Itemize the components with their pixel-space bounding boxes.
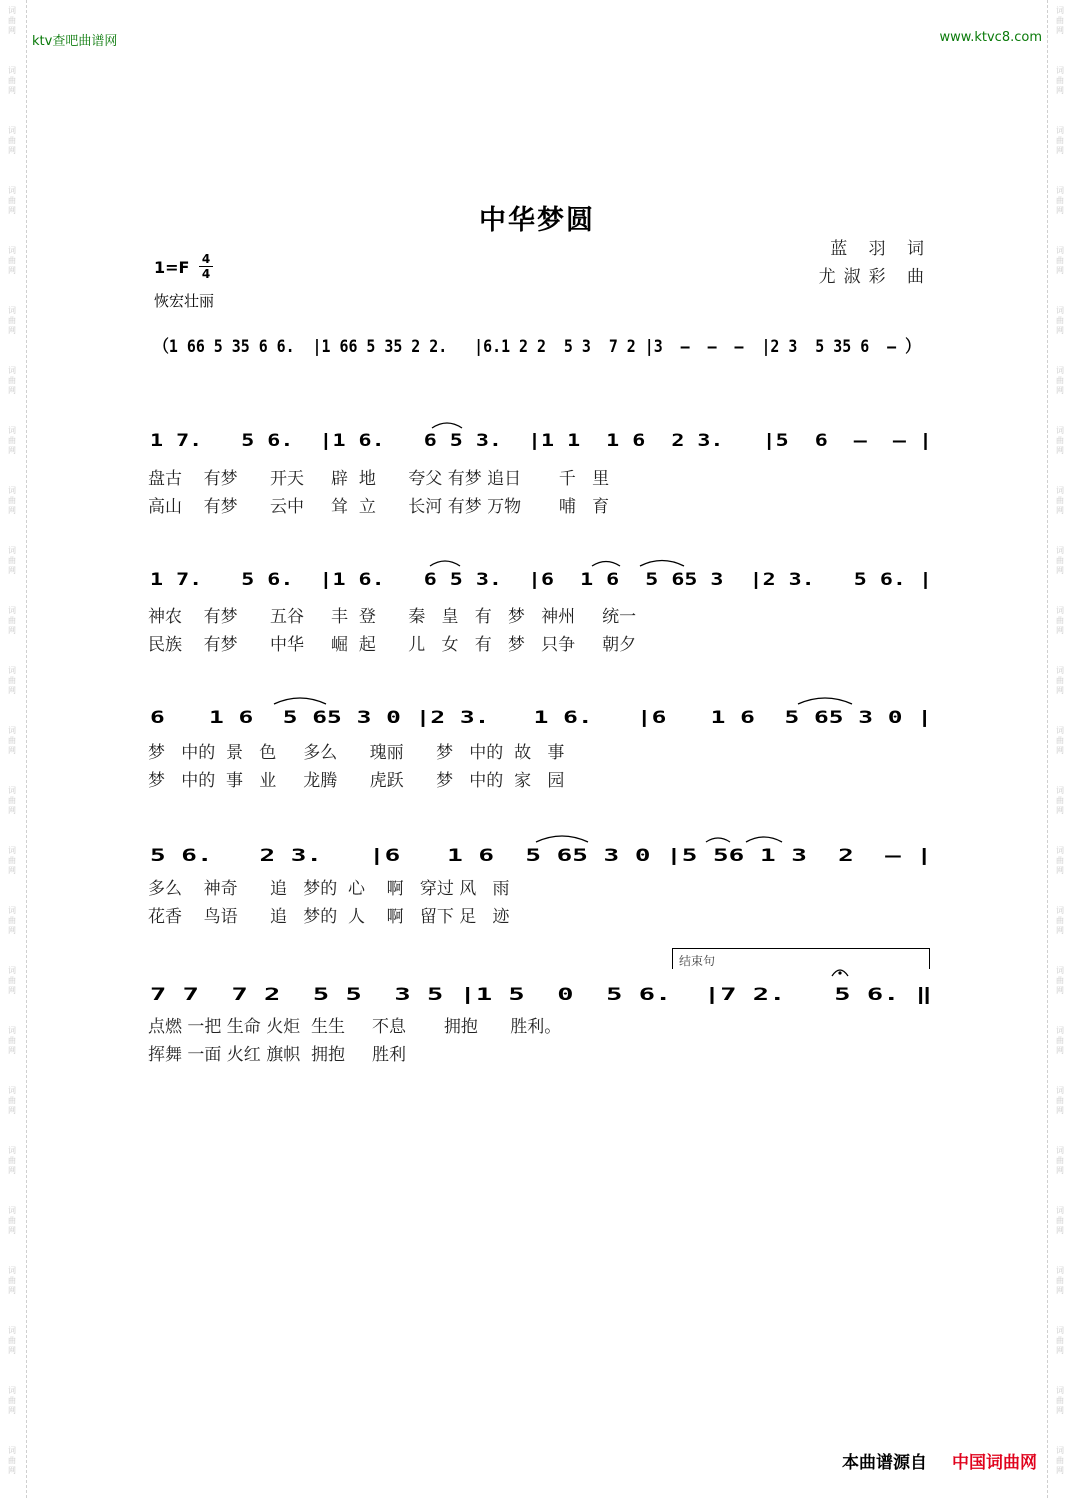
notation-row-intro: （1 66 5 35 6 6. |1 66 5 35 2 2. |6.1 2 2 5 3 7 2 |3 – – – |2 3 5 35 6 – ） — [154, 337, 1028, 357]
slur — [432, 423, 462, 428]
notation-row-3: 6 1 6 5 65 3 0 |2 3. 1 6. |6 1 6 5 65 3 0 | — [150, 708, 932, 728]
watermark-text: 词 曲 网 — [1056, 126, 1064, 155]
lyric-row-1-verse-1: 盘古 有梦 开天 辟 地 夸父 有梦 追日 千 里 — [148, 469, 610, 489]
key-signature: 1=F — [154, 258, 190, 277]
watermark-text: 词 曲 网 — [8, 1386, 16, 1415]
watermark-text: 词 曲 网 — [1056, 246, 1064, 275]
watermark-text: 词 曲 网 — [8, 186, 16, 215]
watermark-text: 词 曲 网 — [1056, 186, 1064, 215]
site-name-left[interactable]: ktv查吧曲谱网 — [32, 34, 118, 49]
watermark-text: 词 曲 网 — [8, 846, 16, 875]
watermark-text: 词 曲 网 — [1056, 426, 1064, 455]
song-title: 中华梦圆 — [479, 205, 595, 236]
slur — [592, 562, 620, 567]
watermark-text: 词 曲 网 — [1056, 786, 1064, 815]
slur — [430, 561, 460, 566]
notation-row-4: 5 6. 2 3. |6 1 6 5 65 3 0 |5 56 1 3 2 – | — [150, 846, 932, 866]
watermark-text: 词 曲 网 — [1056, 1026, 1064, 1055]
ending-bracket — [672, 948, 930, 969]
watermark-text: 词 曲 网 — [8, 726, 16, 755]
slur — [274, 698, 326, 704]
slur — [640, 561, 684, 567]
watermark-text: 词 曲 网 — [8, 246, 16, 275]
watermark-text: 词 曲 网 — [1056, 1326, 1064, 1355]
watermark-text: 词 曲 网 — [8, 306, 16, 335]
watermark-text: 词 曲 网 — [8, 6, 16, 35]
lyric-row-3-verse-2: 梦 中的 事 业 龙腾 虎跃 梦 中的 家 园 — [148, 771, 565, 791]
watermark-text: 词 曲 网 — [8, 366, 16, 395]
lyric-row-4-verse-1: 多么 神奇 追 梦的 心 啊 穿过 风 雨 — [148, 879, 510, 899]
watermark-text: 词 曲 网 — [8, 1086, 16, 1115]
slur — [706, 838, 730, 842]
watermark-text: 词 曲 网 — [1056, 1206, 1064, 1235]
watermark-text: 词 曲 网 — [1056, 66, 1064, 95]
watermark-text: 词 曲 网 — [1056, 366, 1064, 395]
watermark-text: 词 曲 网 — [8, 906, 16, 935]
lyric-row-2-verse-2: 民族 有梦 中华 崛 起 儿 女 有 梦 只争 朝夕 — [148, 635, 637, 655]
watermark-text: 词 曲 网 — [8, 126, 16, 155]
tempo-marking: 恢宏壮丽 — [154, 292, 215, 310]
watermark-text: 词 曲 网 — [1056, 1086, 1064, 1115]
slur — [536, 836, 588, 842]
watermark-text: 词 曲 网 — [1056, 486, 1064, 515]
lyric-row-5-verse-1: 点燃 一把 生命 火炬 生生 不息 拥抱 胜利。 — [148, 1017, 562, 1037]
ending-label: 结束句 — [679, 954, 716, 968]
slur — [798, 698, 852, 704]
watermark-text: 词 曲 网 — [1056, 306, 1064, 335]
fermata-dot — [838, 971, 841, 974]
lyric-row-1-verse-2: 高山 有梦 云中 耸 立 长河 有梦 万物 哺 育 — [148, 497, 610, 517]
watermark-text: 词 曲 网 — [8, 426, 16, 455]
watermark-text: 词 曲 网 — [8, 966, 16, 995]
lyric-row-3-verse-1: 梦 中的 景 色 多么 瑰丽 梦 中的 故 事 — [148, 743, 565, 763]
notation-row-5: 7 7 7 2 5 5 3 5 |1 5 0 5 6. |7 2. 5 6. ‖ — [150, 985, 932, 1005]
watermark-text: 词 曲 网 — [8, 1146, 16, 1175]
watermark-text: 词 曲 网 — [1056, 1266, 1064, 1295]
time-signature-top: 4 — [201, 252, 211, 266]
watermark-text: 词 曲 网 — [8, 1266, 16, 1295]
watermark-text: 词 曲 网 — [1056, 726, 1064, 755]
watermark-text: 词 曲 网 — [1056, 606, 1064, 635]
watermark-text: 词 曲 网 — [8, 1446, 16, 1475]
watermark-text: 词 曲 网 — [1056, 906, 1064, 935]
time-signature-bottom: 4 — [201, 267, 211, 281]
notation-row-1: 1 7. 5 6. |1 6. 6 5 3. |1 1 1 6 2 3. |5 6 – – | — [150, 431, 932, 451]
site-url-right[interactable]: www.ktvc8.com — [939, 30, 1042, 45]
watermark-text: 词 曲 网 — [8, 486, 16, 515]
watermark-text: 词 曲 网 — [8, 1026, 16, 1055]
watermark-text: 词 曲 网 — [8, 66, 16, 95]
watermark-text: 词 曲 网 — [1056, 846, 1064, 875]
lyricist-credit: 蓝 羽 词 — [830, 239, 932, 259]
footer-source-site[interactable]: 中国词曲网 — [952, 1453, 1037, 1473]
watermark-text: 词 曲 网 — [8, 546, 16, 575]
slur — [746, 837, 782, 842]
watermark-text: 词 曲 网 — [1056, 666, 1064, 695]
notation-row-2: 1 7. 5 6. |1 6. 6 5 3. |6 1 6 5 65 3 |2 3. 5 6. | — [150, 570, 932, 590]
lyric-row-5-verse-2: 挥舞 一面 火红 旗帜 拥抱 胜利 — [148, 1045, 407, 1065]
watermark-text: 词 曲 网 — [8, 1326, 16, 1355]
lyric-row-4-verse-2: 花香 鸟语 追 梦的 人 啊 留下 足 迹 — [148, 907, 510, 927]
watermark-text: 词 曲 网 — [1056, 6, 1064, 35]
watermark-text: 词 曲 网 — [1056, 1446, 1064, 1475]
watermark-text: 词 曲 网 — [8, 1206, 16, 1235]
lyric-row-2-verse-1: 神农 有梦 五谷 丰 登 秦 皇 有 梦 神州 统一 — [148, 607, 637, 627]
watermark-text: 词 曲 网 — [8, 786, 16, 815]
watermark-text: 词 曲 网 — [1056, 966, 1064, 995]
watermark-text: 词 曲 网 — [8, 606, 16, 635]
composer-credit: 尤淑彩 曲 — [818, 267, 932, 287]
watermark-text: 词 曲 网 — [8, 666, 16, 695]
watermark-text: 词 曲 网 — [1056, 1386, 1064, 1415]
watermark-text: 词 曲 网 — [1056, 546, 1064, 575]
watermark-text: 词 曲 网 — [1056, 1146, 1064, 1175]
footer-source-label: 本曲谱源自 — [842, 1453, 927, 1473]
